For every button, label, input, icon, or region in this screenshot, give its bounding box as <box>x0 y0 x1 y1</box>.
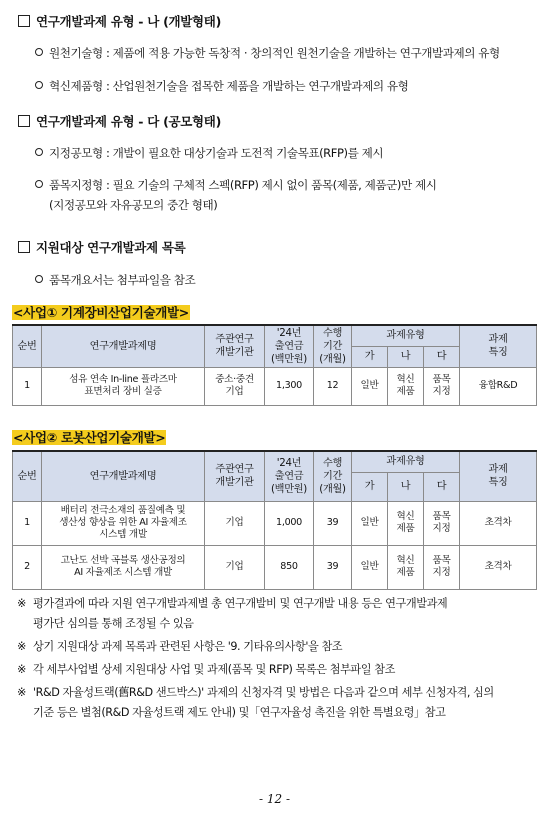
circle-bullet-icon <box>35 180 43 188</box>
col-feature: 과제 특징 <box>460 451 537 501</box>
cell-name: 섬유 연속 In-line 플라즈마 표면처리 장비 실증 <box>42 367 205 405</box>
page-number: - 12 - <box>258 792 290 806</box>
col-period: 수행 기간 (개월) <box>314 325 352 367</box>
col-type-na: 나 <box>388 346 424 367</box>
col-no: 순번 <box>13 325 42 367</box>
section-heading: 연구개발과제 유형 - 나 (개발형태) <box>18 12 221 30</box>
cell-fund: 1,000 <box>265 501 314 545</box>
section-heading: 연구개발과제 유형 - 다 (공모형태) <box>18 112 221 130</box>
cell-type-ga: 일반 <box>352 367 388 405</box>
col-feature: 과제 특징 <box>460 325 537 367</box>
reference-mark: ※ <box>17 663 26 676</box>
cell-type-ga: 일반 <box>352 545 388 589</box>
col-org: 주관연구 개발기관 <box>205 325 265 367</box>
table-row <box>13 501 537 545</box>
table-row <box>13 367 537 405</box>
project-table <box>12 324 537 406</box>
program-title: <사업② 로봇산업기술개발> <box>13 430 166 445</box>
note-item: ※ 평가결과에 따라 지원 연구개발과제별 총 연구개발비 및 연구개발 내용 등은 연구개발과제 <box>17 594 494 614</box>
cell-type-da: 품목 지정 <box>424 367 460 405</box>
note-item: ※ 'R&D 자율성트랙(舊R&D 샌드박스)' 과제의 신청자격 및 방법은 다음과 같으며 세부 신청자격, 심의 <box>17 683 494 703</box>
col-type-ga: 가 <box>352 346 388 367</box>
checkbox-square-icon <box>18 241 30 253</box>
notes-block <box>17 594 494 723</box>
col-name: 연구개발과제명 <box>42 451 205 501</box>
cell-name: 배터리 전극소재의 품질예측 및 생산성 향상을 위한 AI 자율제조 시스템 개발 <box>42 501 205 545</box>
section-heading: 지원대상 연구개발과제 목록 <box>18 238 185 256</box>
col-fund: '24년 출연금 (백만원) <box>265 451 314 501</box>
col-type: 과제유형 <box>352 451 460 472</box>
cell-type-ga: 일반 <box>352 501 388 545</box>
program-title: <사업① 기계장비산업기술개발> <box>13 305 189 320</box>
cell-org: 기업 <box>205 501 265 545</box>
col-fund: '24년 출연금 (백만원) <box>265 325 314 367</box>
bullet-continuation: (지정공모와 자유공모의 중간 형태) <box>49 198 218 212</box>
circle-bullet-icon <box>35 81 43 89</box>
circle-bullet-icon <box>35 275 43 283</box>
col-type-na: 나 <box>388 472 424 501</box>
col-name: 연구개발과제명 <box>42 325 205 367</box>
bullet-item: 원천기술형 : 제품에 적용 가능한 독창적 · 창의적인 원천기술을 개발하는 연구개발과제의 유형 <box>35 45 500 61</box>
cell-no: 1 <box>13 501 42 545</box>
col-type-da: 다 <box>424 472 460 501</box>
bullet-item: 품목지정형 : 필요 기술의 구체적 스펙(RFP) 제시 없이 품목(제품, 제품군)만 제시 <box>35 177 436 193</box>
project-table <box>12 450 537 590</box>
cell-period: 12 <box>314 367 352 405</box>
cell-period: 39 <box>314 545 352 589</box>
checkbox-square-icon <box>18 115 30 127</box>
cell-type-na: 혁신 제품 <box>388 501 424 545</box>
cell-fund: 850 <box>265 545 314 589</box>
note-continuation: 평가단 심의를 통해 조정될 수 있음 <box>33 617 194 630</box>
reference-mark: ※ <box>17 686 26 699</box>
cell-fund: 1,300 <box>265 367 314 405</box>
circle-bullet-icon <box>35 48 43 56</box>
bullet-item: 품목개요서는 첨부파일을 참조 <box>35 272 195 288</box>
circle-bullet-icon <box>35 148 43 156</box>
cell-org: 기업 <box>205 545 265 589</box>
bullet-item: 지정공모형 : 개발이 필요한 대상기술과 도전적 기술목표(RFP)를 제시 <box>35 145 383 161</box>
table-row <box>13 545 537 589</box>
note-item: ※ 각 세부사업별 상세 지원대상 사업 및 과제(품목 및 RFP) 목록은 첨부파일 참조 <box>17 660 494 680</box>
reference-mark: ※ <box>17 597 26 610</box>
cell-period: 39 <box>314 501 352 545</box>
cell-feature: 초격차 <box>460 545 537 589</box>
reference-mark: ※ <box>17 640 26 653</box>
col-type-ga: 가 <box>352 472 388 501</box>
cell-org: 중소·중견 기업 <box>205 367 265 405</box>
checkbox-square-icon <box>18 15 30 27</box>
col-org: 주관연구 개발기관 <box>205 451 265 501</box>
cell-feature: 초격차 <box>460 501 537 545</box>
note-continuation: 기준 등은 별첨(R&D 자율성트랙 제도 안내) 및「연구자율성 촉진을 위한 특별요령」참고 <box>33 706 446 719</box>
col-type-da: 다 <box>424 346 460 367</box>
note-item: ※ 상기 지원대상 과제 목록과 관련된 사항은 '9. 기타유의사항'을 참조 <box>17 637 494 657</box>
cell-type-da: 품목 지정 <box>424 501 460 545</box>
col-period: 수행 기간 (개월) <box>314 451 352 501</box>
col-no: 순번 <box>13 451 42 501</box>
cell-no: 2 <box>13 545 42 589</box>
cell-no: 1 <box>13 367 42 405</box>
cell-type-na: 혁신 제품 <box>388 545 424 589</box>
cell-name: 고난도 선박 곡블록 생산공정의 AI 자율제조 시스템 개발 <box>42 545 205 589</box>
cell-feature: 융합R&D <box>460 367 537 405</box>
bullet-item: 혁신제품형 : 산업원천기술을 접목한 제품을 개발하는 연구개발과제의 유형 <box>35 78 408 94</box>
cell-type-na: 혁신 제품 <box>388 367 424 405</box>
cell-type-da: 품목 지정 <box>424 545 460 589</box>
col-type: 과제유형 <box>352 325 460 346</box>
